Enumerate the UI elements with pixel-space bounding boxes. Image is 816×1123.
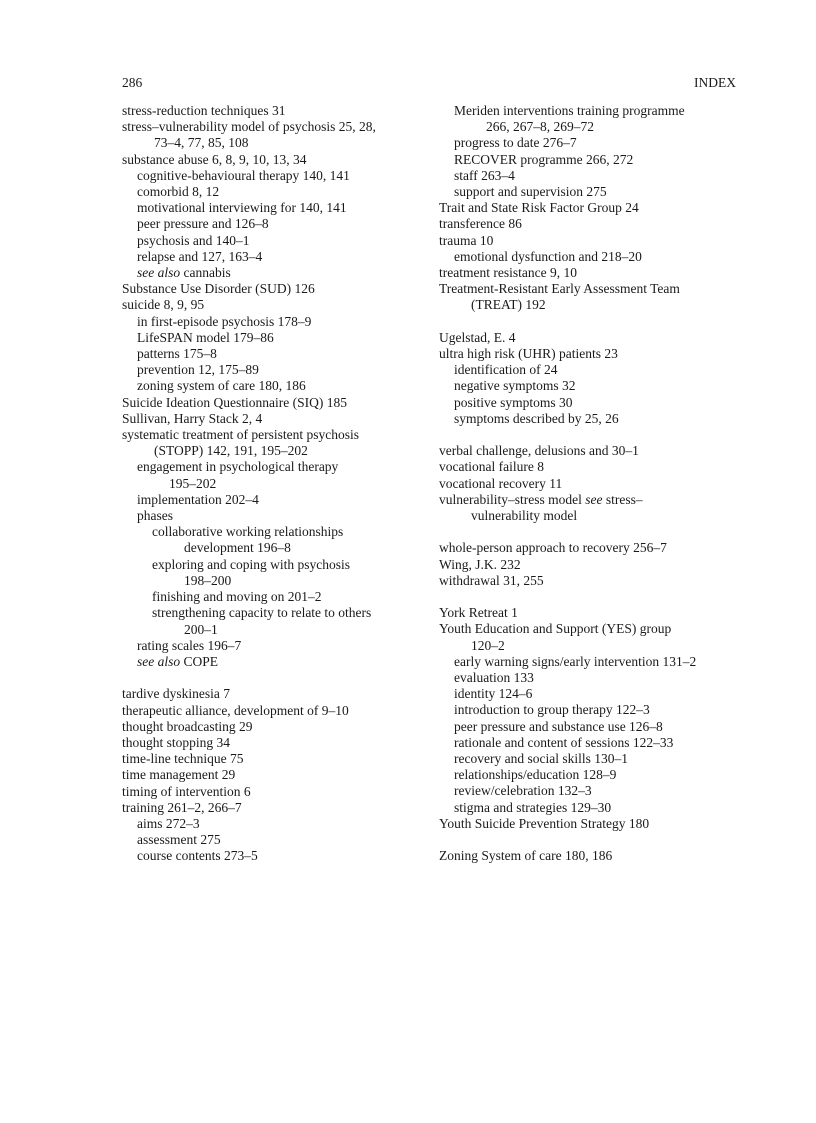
index-entry: evaluation 133: [454, 670, 534, 686]
index-entry: prevention 12, 175–89: [137, 362, 259, 378]
index-entry: verbal challenge, delusions and 30–1: [439, 443, 639, 459]
index-entry: review/celebration 132–3: [454, 783, 592, 799]
index-entry: vulnerability–stress model see stress– vulnerability model: [439, 491, 643, 524]
index-entry: negative symptoms 32: [454, 378, 576, 394]
index-entry: relationships/education 128–9: [454, 767, 617, 783]
index-entry: assessment 275: [137, 832, 221, 848]
index-entry: relapse and 127, 163–4: [137, 248, 263, 264]
index-entry: substance abuse 6, 8, 9, 10, 13, 34: [122, 151, 307, 167]
index-entry: positive symptoms 30: [454, 394, 573, 410]
index-entry: Treatment-Resistant Early Assessment Team (TREAT) 192: [439, 281, 680, 313]
index-entry: introduction to group therapy 122–3: [454, 702, 650, 718]
index-entry: early warning signs/early intervention 131–2: [454, 653, 697, 669]
index-entry: identity 124–6: [454, 686, 533, 702]
index-entry: LifeSPAN model 179–86: [137, 329, 274, 345]
index-entry: tardive dyskinesia 7: [122, 686, 230, 702]
index-entry: identification of 24: [454, 362, 558, 378]
index-entry: Ugelstad, E. 4: [439, 329, 516, 345]
index-entry: training 261–2, 266–7: [122, 799, 242, 815]
index-entry: implementation 202–4: [137, 491, 259, 507]
index-entry: thought stopping 34: [122, 734, 231, 750]
index-entry: vocational recovery 11: [439, 475, 563, 491]
index-entry: phases: [137, 508, 173, 524]
index-entry: Wing, J.K. 232: [439, 556, 521, 572]
index-entry: finishing and moving on 201–2: [152, 589, 322, 605]
index-entry: RECOVER programme 266, 272: [454, 151, 634, 167]
index-entry: psychosis and 140–1: [137, 232, 250, 248]
index-entry: time-line technique 75: [122, 751, 244, 767]
page-header: [122, 75, 736, 91]
index-entry: peer pressure and 126–8: [137, 216, 269, 232]
index-column-right: [439, 103, 769, 864]
index-entry: Trait and State Risk Factor Group 24: [439, 200, 639, 216]
index-entry: see also cannabis: [137, 265, 231, 281]
index-entry: trauma 10: [439, 232, 494, 248]
index-entry: York Retreat 1: [439, 605, 518, 621]
index-entry: Substance Use Disorder (SUD) 126: [122, 281, 315, 297]
index-entry: in first-episode psychosis 178–9: [137, 313, 312, 329]
index-entry: whole-person approach to recovery 256–7: [439, 540, 667, 556]
index-entry: rating scales 196–7: [137, 637, 242, 653]
index-entry: thought broadcasting 29: [122, 718, 253, 734]
index-entry: engagement in psychological therapy 195–202: [137, 459, 339, 491]
running-title: INDEX: [694, 75, 736, 90]
page-number: 286: [122, 75, 143, 90]
index-column-left: [122, 103, 422, 865]
index-entry: Sullivan, Harry Stack 2, 4: [122, 410, 263, 426]
index-entry: ultra high risk (UHR) patients 23: [439, 346, 618, 362]
index-entry: Suicide Ideation Questionnaire (SIQ) 185: [122, 394, 347, 410]
index-entry: time management 29: [122, 767, 236, 783]
index-entry: recovery and social skills 130–1: [454, 751, 628, 767]
index-entry: Zoning System of care 180, 186: [439, 848, 613, 864]
index-entry: emotional dysfunction and 218–20: [454, 248, 642, 264]
index-entry: Youth Suicide Prevention Strategy 180: [439, 815, 650, 831]
index-entry: suicide 8, 9, 95: [122, 297, 205, 313]
index-entry: Youth Education and Support (YES) group 120–2: [439, 621, 672, 653]
index-entry: rationale and content of sessions 122–33: [454, 734, 674, 750]
index-entry: motivational interviewing for 140, 141: [137, 200, 347, 216]
index-entry: stress–vulnerability model of psychosis 25, 28, 73–4, 77, 85, 108: [122, 119, 376, 151]
index-entry: comorbid 8, 12: [137, 184, 220, 200]
index-entry: zoning system of care 180, 186: [137, 378, 306, 394]
index-entry: transference 86: [439, 216, 522, 232]
index-entry: support and supervision 275: [454, 184, 607, 200]
index-entry: progress to date 276–7: [454, 135, 577, 151]
index-entry: timing of intervention 6: [122, 783, 251, 799]
index-entry: vocational failure 8: [439, 459, 544, 475]
index-entry: exploring and coping with psychosis 198–200: [152, 556, 350, 588]
index-entry: see also COPE: [137, 653, 219, 669]
index-entry: withdrawal 31, 255: [439, 572, 544, 588]
index-entry: collaborative working relationships development 196–8: [152, 524, 344, 556]
index-entry: stigma and strategies 129–30: [454, 799, 612, 815]
index-entry: systematic treatment of persistent psychosis (STOPP) 142, 191, 195–202: [122, 427, 359, 459]
index-entry: stress-reduction techniques 31: [122, 103, 286, 118]
index-entry: staff 263–4: [454, 167, 515, 183]
index-entry: peer pressure and substance use 126–8: [454, 718, 663, 734]
index-entry: patterns 175–8: [137, 346, 217, 362]
index-entry: course contents 273–5: [137, 848, 258, 864]
index-entry: therapeutic alliance, development of 9–10: [122, 702, 349, 718]
index-entry: aims 272–3: [137, 815, 200, 831]
index-entry: strengthening capacity to relate to others 200–1: [152, 605, 372, 637]
index-entry: cognitive-behavioural therapy 140, 141: [137, 167, 350, 183]
index-entry: Meriden interventions training programme 266, 267–8, 269–72: [454, 103, 685, 135]
index-entry: treatment resistance 9, 10: [439, 265, 577, 281]
index-entry: symptoms described by 25, 26: [454, 410, 619, 426]
